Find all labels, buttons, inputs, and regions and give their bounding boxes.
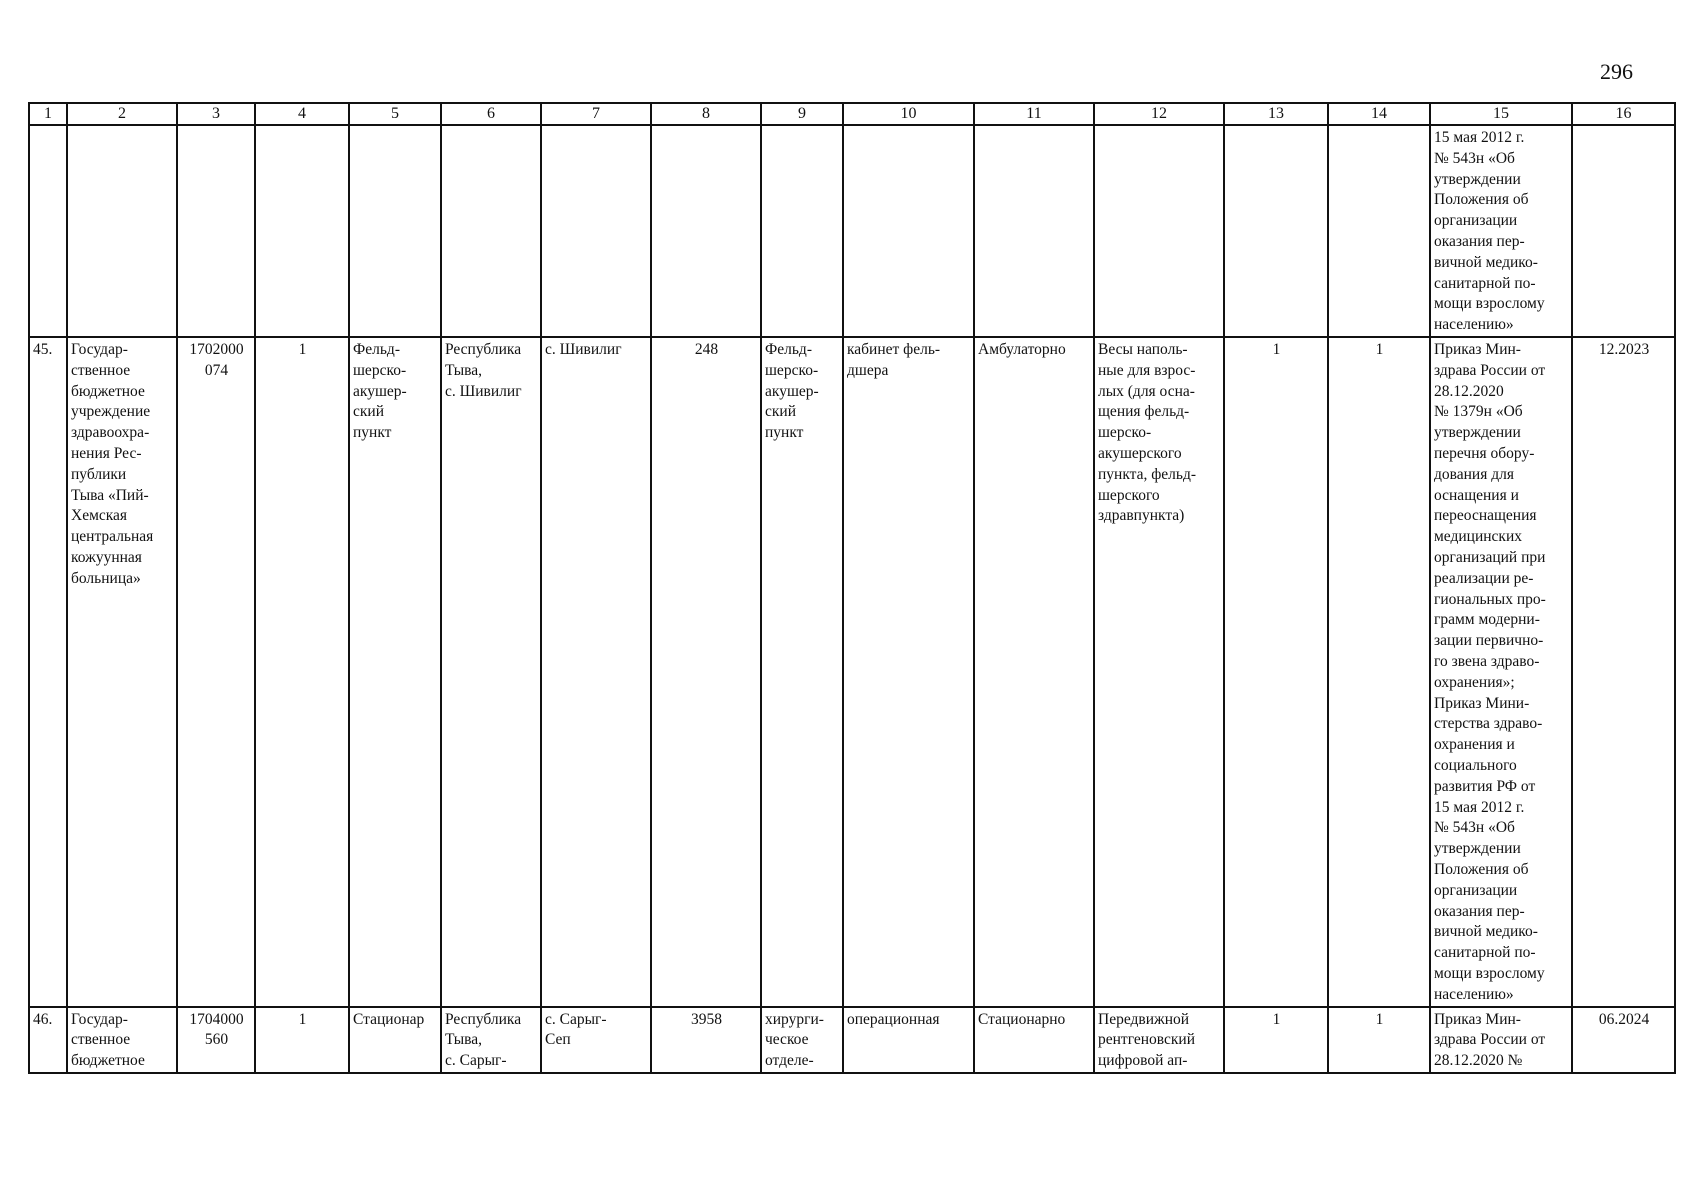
equipment-table xyxy=(28,102,1676,1074)
legal-basis-cell: Приказ Мин- здрава России от 28.12.2020 № 1379н «Об утверждении перечня обору- дования для оснащения и переоснащения медицинских организаций при реализации ре- гиональных про- грамм модерни- зации первично- го звена здраво- охранения»; Приказ Мини- стерства здраво- охранения и социального развития РФ от 15 мая 2012 г. № 543н «Об утверждении Положения об организации оказания пер- вичной медико- санитарной по- мощи взрослому населению» xyxy=(1430,337,1572,1007)
header-cell: 5 xyxy=(349,103,441,125)
header-cell: 3 xyxy=(177,103,255,125)
table-cell xyxy=(349,125,441,337)
table-cell xyxy=(177,125,255,337)
table-cell xyxy=(441,125,541,337)
page-number: 296 xyxy=(1600,59,1633,84)
header-cell: 8 xyxy=(651,103,761,125)
legal-basis-cell: 15 мая 2012 г. № 543н «Об утверждении Положения об организации оказания пер- вичной медико- санитарной по- мощи взрослому населению» xyxy=(1430,125,1572,337)
date-cell: 06.2024 xyxy=(1572,1007,1675,1073)
header-cell: 16 xyxy=(1572,103,1675,125)
header-cell: 9 xyxy=(761,103,843,125)
table-cell xyxy=(67,125,177,337)
address-cell: Республика Тыва, с. Сарыг- xyxy=(441,1007,541,1073)
header-cell: 4 xyxy=(255,103,349,125)
table-row-continuation xyxy=(29,125,1675,337)
table-cell xyxy=(541,125,651,337)
header-cell: 11 xyxy=(974,103,1094,125)
header-cell: 7 xyxy=(541,103,651,125)
table-cell xyxy=(1328,125,1430,337)
settlement-cell: с. Сарыг- Сеп xyxy=(541,1007,651,1073)
unit-type-cell: Стационар xyxy=(349,1007,441,1073)
settlement-cell: с. Шивилиг xyxy=(541,337,651,1007)
table-cell xyxy=(651,125,761,337)
quantity-cell: 1 xyxy=(1328,337,1430,1007)
row-number-cell: 45. xyxy=(29,337,67,1007)
header-row xyxy=(29,103,1675,125)
date-cell: 12.2023 xyxy=(1572,337,1675,1007)
quantity-cell: 1 xyxy=(1328,1007,1430,1073)
population-cell: 248 xyxy=(651,337,761,1007)
table-cell xyxy=(843,125,974,337)
table-cell xyxy=(255,125,349,337)
count-cell: 1 xyxy=(255,1007,349,1073)
header-cell: 6 xyxy=(441,103,541,125)
table-row-46 xyxy=(29,1007,1675,1073)
table-cell xyxy=(29,125,67,337)
table-row-45 xyxy=(29,337,1675,1007)
organization-cell: Государ- ственное бюджетное учреждение здравоохра- нения Рес- публики Тыва «Пий- Хемская центральная кожуунная больница» xyxy=(67,337,177,1007)
table-cell xyxy=(761,125,843,337)
count-cell: 1 xyxy=(255,337,349,1007)
row-number-cell: 46. xyxy=(29,1007,67,1073)
legal-basis-cell: Приказ Мин- здрава России от 28.12.2020 № xyxy=(1430,1007,1572,1073)
address-cell: Республика Тыва, с. Шивилиг xyxy=(441,337,541,1007)
department-cell: Фельд- шерско- акушер- ский пункт xyxy=(761,337,843,1007)
table-cell xyxy=(1224,125,1328,337)
header-cell: 1 xyxy=(29,103,67,125)
header-cell: 12 xyxy=(1094,103,1224,125)
table-cell xyxy=(1572,125,1675,337)
department-cell: хирурги- ческое отделе- xyxy=(761,1007,843,1073)
header-cell: 15 xyxy=(1430,103,1572,125)
code-cell: 1704000 560 xyxy=(177,1007,255,1073)
organization-cell: Государ- ственное бюджетное xyxy=(67,1007,177,1073)
table-cell xyxy=(974,125,1094,337)
equipment-cell: Передвижной рентгеновский цифровой ап- xyxy=(1094,1007,1224,1073)
care-type-cell: Стационарно xyxy=(974,1007,1094,1073)
equipment-cell: Весы наполь- ные для взрос- лых (для осна- щения фельд- шерско- акушерского пункта, фельд- шерского здравпункта) xyxy=(1094,337,1224,1007)
header-cell: 14 xyxy=(1328,103,1430,125)
room-cell: кабинет фель- дшера xyxy=(843,337,974,1007)
room-cell: операционная xyxy=(843,1007,974,1073)
table-cell xyxy=(1094,125,1224,337)
code-cell: 1702000 074 xyxy=(177,337,255,1007)
population-cell: 3958 xyxy=(651,1007,761,1073)
header-cell: 13 xyxy=(1224,103,1328,125)
quantity-cell: 1 xyxy=(1224,337,1328,1007)
header-cell: 2 xyxy=(67,103,177,125)
care-type-cell: Амбулаторно xyxy=(974,337,1094,1007)
unit-type-cell: Фельд- шерско- акушер- ский пункт xyxy=(349,337,441,1007)
quantity-cell: 1 xyxy=(1224,1007,1328,1073)
header-cell: 10 xyxy=(843,103,974,125)
